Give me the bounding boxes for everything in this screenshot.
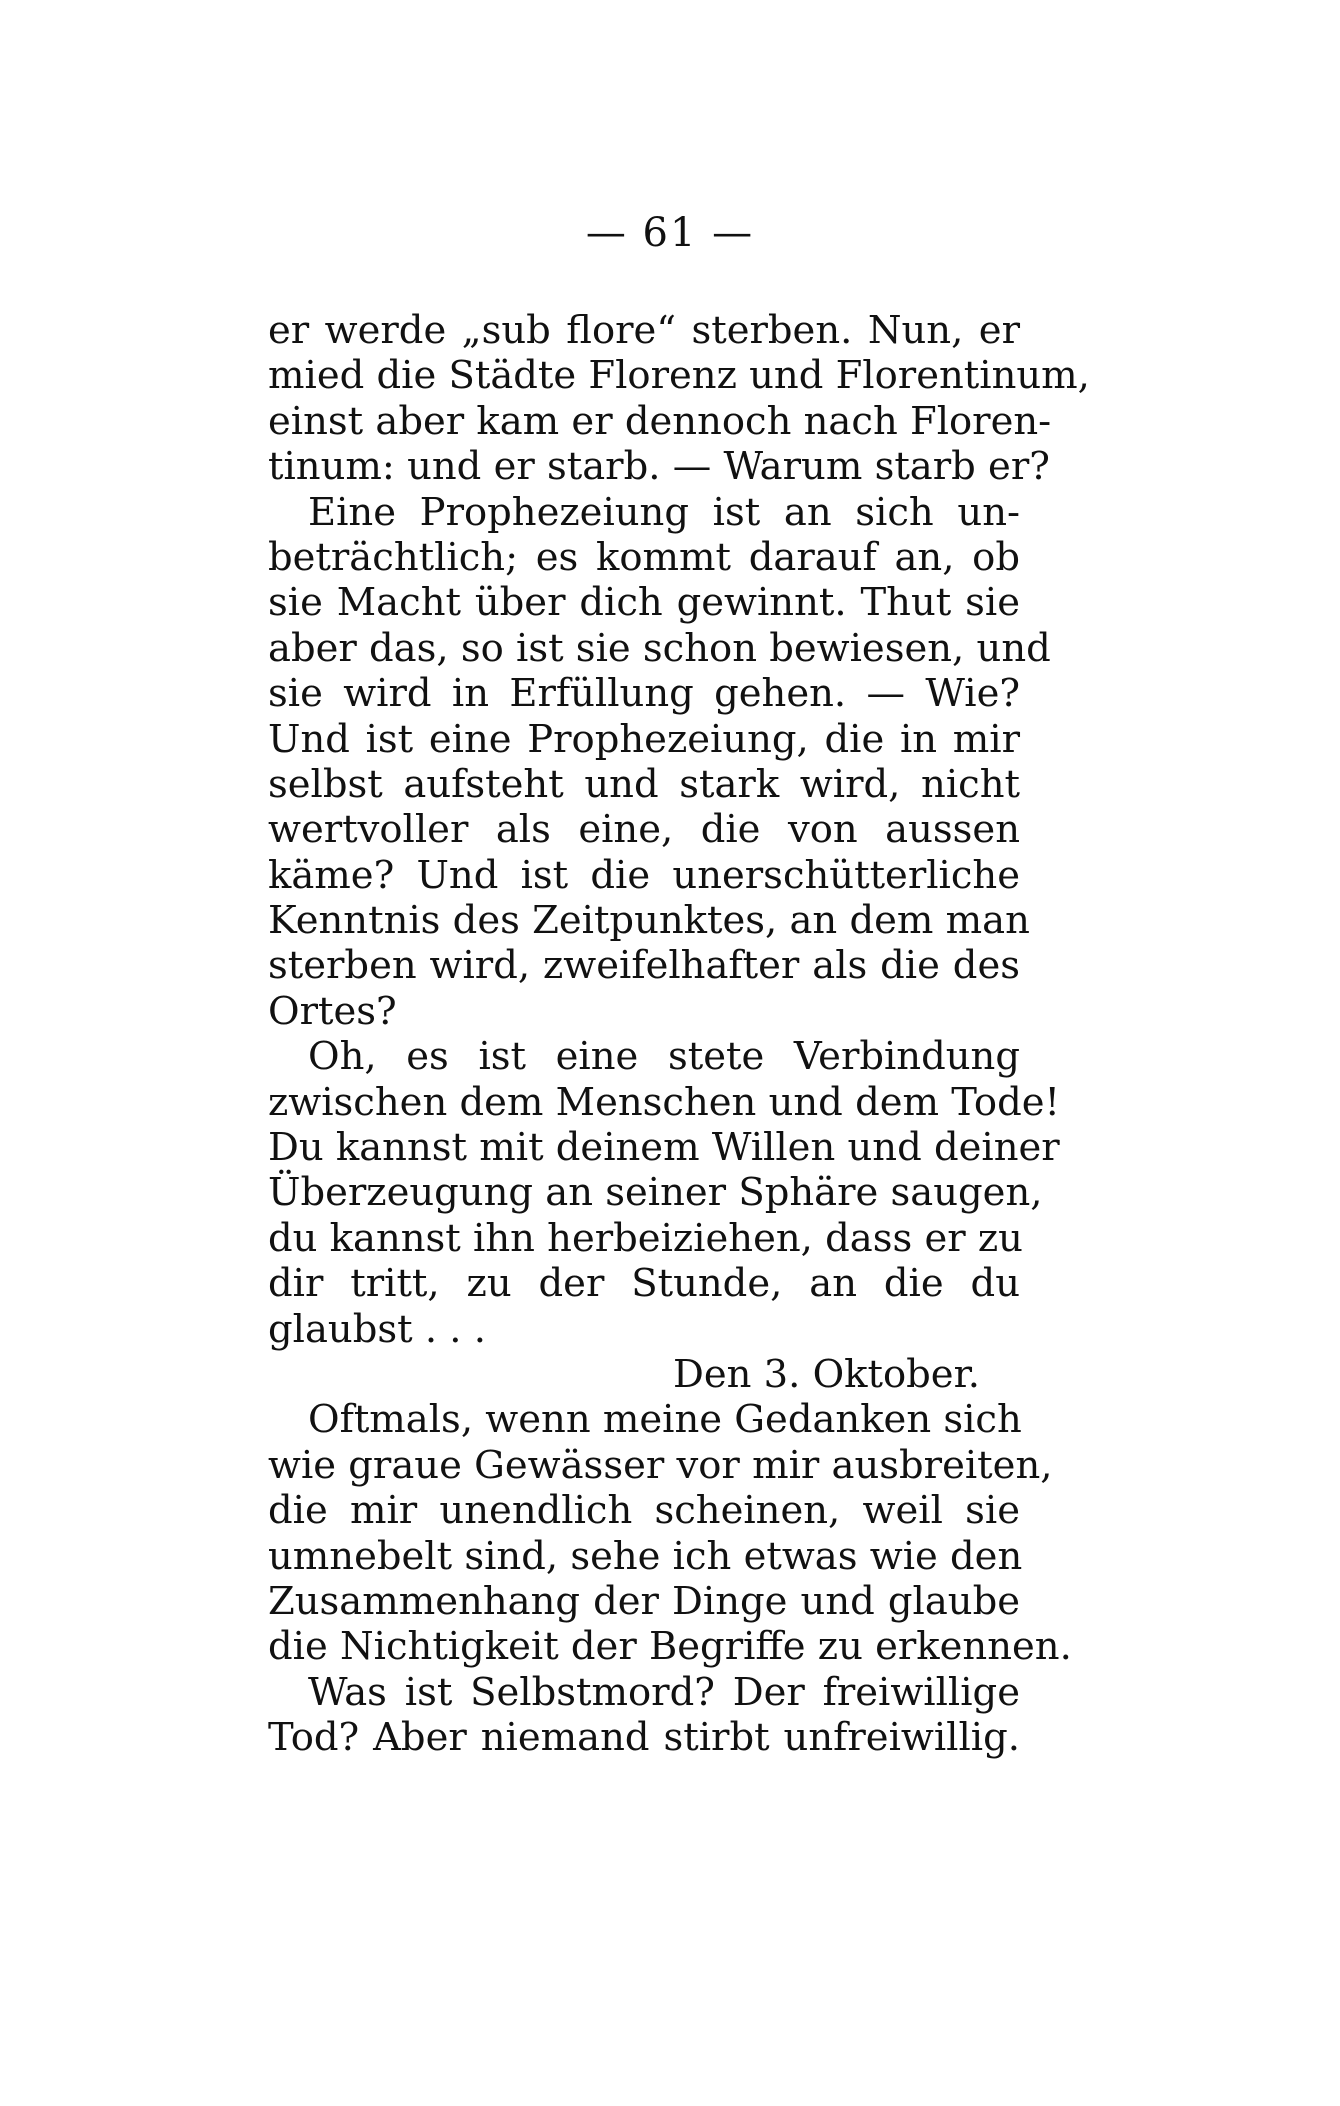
text-line: Ortes? bbox=[268, 988, 397, 1034]
text-line: du kannst ihn herbeiziehen, dass er zu bbox=[268, 1215, 1023, 1261]
text-line: sterben wird, zweifelhafter als die des bbox=[268, 943, 1020, 989]
text-line: tinum: und er starb. — Warum starb er? bbox=[268, 444, 1050, 490]
date-heading: Den 3. Oktober. bbox=[672, 1351, 980, 1397]
text-line: sie wird in Erfüllung gehen. — Wie? bbox=[268, 671, 1020, 717]
text-line: beträchtlich; es kommt darauf an, ob bbox=[268, 534, 1020, 580]
text-line: wertvoller als eine, die von aussen bbox=[268, 807, 1020, 853]
text-line: einst aber kam er dennoch nach Floren- bbox=[268, 398, 1052, 444]
text-line: zwischen dem Menschen und dem Tode! bbox=[268, 1079, 1061, 1125]
text-line: Was ist Selbstmord? Der freiwillige bbox=[308, 1669, 1020, 1715]
text-line: Oftmals, wenn meine Gedanken sich bbox=[308, 1397, 1022, 1443]
text-line: Zusammenhang der Dinge und glaube bbox=[268, 1578, 1020, 1624]
text-line: Du kannst mit deinem Willen und deiner bbox=[268, 1125, 1060, 1171]
text-line: Eine Prophezeiung ist an sich un- bbox=[308, 489, 1020, 535]
text-line: umnebelt sind, sehe ich etwas wie den bbox=[268, 1533, 1023, 1579]
text-line: sie Macht über dich gewinnt. Thut sie bbox=[268, 580, 1020, 626]
text-line: die Nichtigkeit der Begriffe zu erkennen. bbox=[268, 1624, 1072, 1670]
text-line: Oh, es ist eine stete Verbindung bbox=[308, 1034, 1020, 1080]
text-line: käme? Und ist die unerschütterliche bbox=[268, 852, 1020, 898]
text-line: er werde „sub flore“ sterben. Nun, er bbox=[268, 308, 1020, 353]
text-line: Kenntnis des Zeitpunktes, an dem man bbox=[268, 898, 1030, 944]
text-line: Tod? Aber niemand stirbt unfreiwillig. bbox=[268, 1715, 1020, 1761]
text-line: Überzeugung an seiner Sphäre saugen, bbox=[268, 1170, 1043, 1216]
text-line: Und ist eine Prophezeiung, die in mir bbox=[268, 716, 1020, 762]
text-line: die mir unendlich scheinen, weil sie bbox=[268, 1488, 1020, 1534]
text-line: mied die Städte Florenz und Florentinum, bbox=[268, 353, 1090, 399]
text-line: selbst aufsteht und stark wird, nicht bbox=[268, 761, 1020, 807]
text-line: aber das, so ist sie schon bewiesen, und bbox=[268, 625, 1051, 671]
text-line: glaubst . . . bbox=[268, 1306, 487, 1352]
text-line: wie graue Gewässer vor mir ausbreiten, bbox=[268, 1442, 1053, 1488]
text-line: dir tritt, zu der Stunde, an die du bbox=[268, 1261, 1020, 1307]
body-text bbox=[268, 308, 1090, 1761]
page-number: — 61 — bbox=[585, 210, 755, 256]
